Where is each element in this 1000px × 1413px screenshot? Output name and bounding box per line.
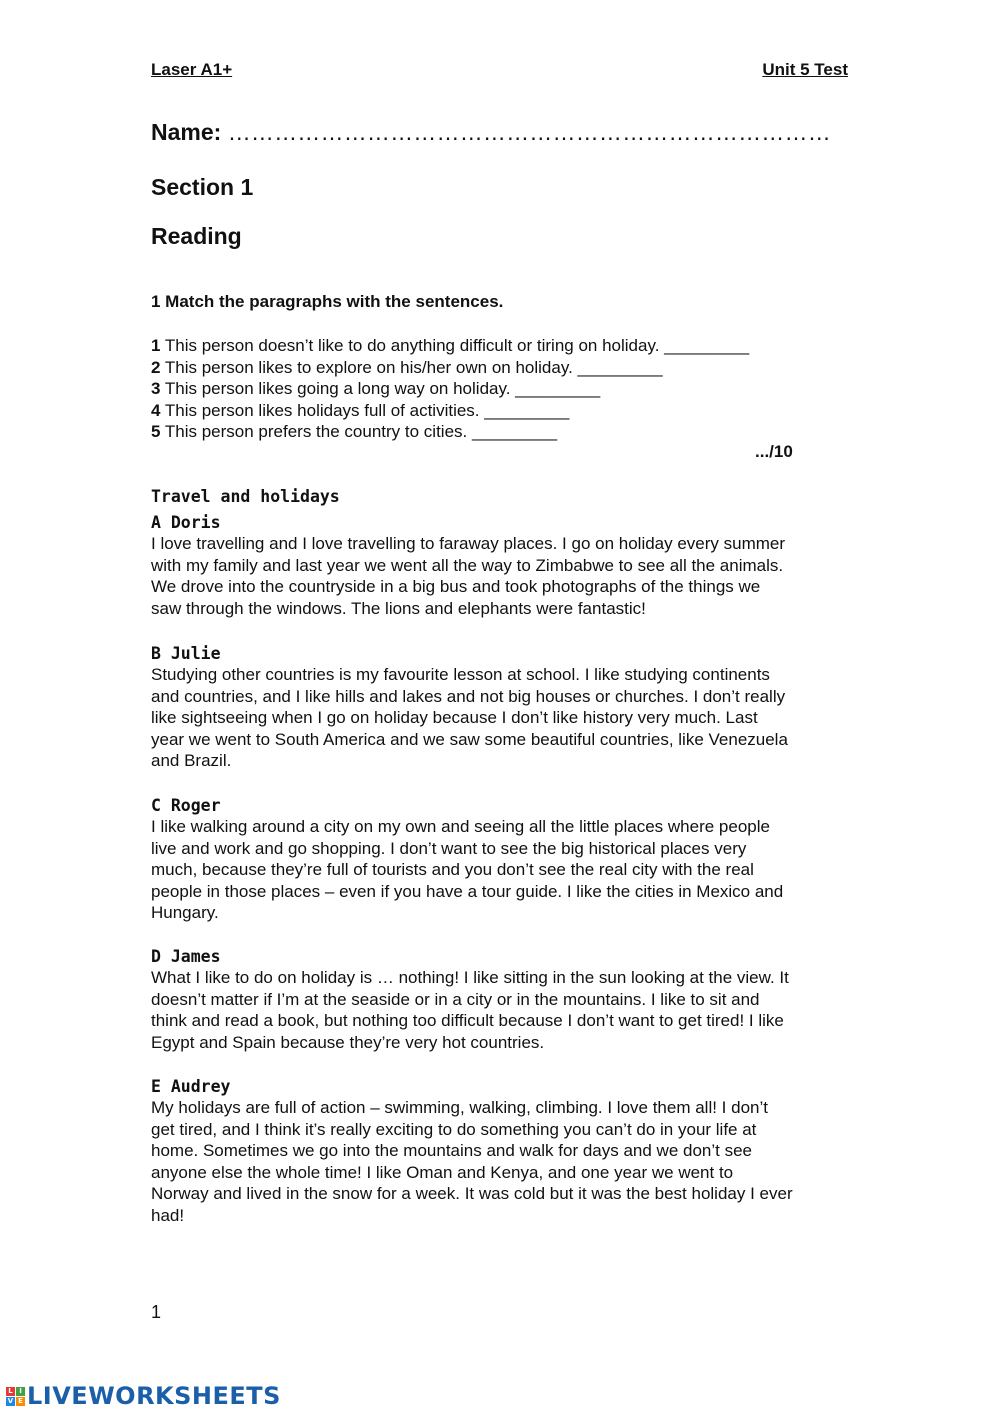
paragraph-c [151, 795, 856, 924]
sentence-item [151, 335, 749, 357]
sentence-list [151, 335, 749, 443]
paragraph-line: like sightseeing when I go on holiday because I don’t like history very much. Last [151, 708, 758, 727]
sentence-text[interactable]: This person likes holidays full of activities. _________ [160, 400, 570, 420]
test-title: Unit 5 Test [762, 60, 848, 79]
paragraph-a [151, 512, 856, 619]
sentence-number: 1 [151, 336, 161, 355]
paragraph-line: Hungary. [151, 903, 219, 922]
score-label: .../10 [755, 442, 793, 461]
name-line [151, 119, 831, 146]
liveworksheets-logo[interactable] [6, 1379, 281, 1413]
paragraph-body [151, 533, 856, 619]
paragraph-heading: B Julie [151, 644, 221, 663]
name-blank[interactable]: …………………………………………………………………… [227, 119, 831, 145]
paragraph-line: doesn’t matter if I’m at the seaside or in a city or in the mountains. I like to sit and [151, 989, 760, 1009]
name-label: Name: [151, 119, 222, 145]
exercise-instruction: 1 Match the paragraphs with the sentences. [151, 292, 504, 311]
section-title: Section 1 [151, 174, 254, 200]
paragraph-line: home. Sometimes we go into the mountains and walk for days and we don’t see [151, 1141, 753, 1160]
paragraph-line: Studying other countries is my favourite lesson at school. I like studying continents [151, 665, 770, 684]
paragraph-line: Egypt and Spain because they’re very hot countries. [151, 1032, 545, 1052]
paragraph-heading: D James [151, 947, 221, 966]
paragraph-heading: A Doris [151, 513, 221, 532]
paragraph-line: and countries, and I like hills and lakes and not big houses or churches. I don’t really [151, 686, 786, 706]
sentence-text[interactable]: This person likes to explore on his/her own on holiday. _________ [160, 357, 663, 377]
page-number: 1 [151, 1302, 162, 1322]
paragraph-heading: E Audrey [151, 1077, 231, 1096]
paragraph-body [151, 664, 856, 772]
sentence-number: 3 [151, 379, 161, 398]
sentence-text[interactable]: This person doesn’t like to do anything difficult or tiring on holiday. _________ [160, 336, 750, 355]
paragraph-line: much, because they’re full of tourists and you don’t see the real city with the real [151, 860, 754, 879]
sentence-item [151, 357, 749, 379]
paragraph-line: We drove into the countryside in a big bus and took photographs of the things we [151, 577, 761, 596]
paragraph-b [151, 643, 856, 772]
sentence-item [151, 378, 749, 400]
sentence-number: 2 [151, 357, 161, 377]
paragraph-d [151, 946, 856, 1053]
sentence-number: 4 [151, 400, 161, 420]
reading-title: Reading [151, 223, 242, 249]
paragraph-line: What I like to do on holiday is … nothing! I like sitting in the sun looking at the view. It [151, 968, 789, 987]
logo-mark-letter: I [16, 1387, 25, 1396]
paragraph-line: people in those places – even if you have a tour guide. I like the cities in Mexico and [151, 881, 784, 901]
paragraph-body [151, 816, 856, 924]
sentence-item [151, 421, 749, 443]
paragraph-e [151, 1076, 856, 1226]
sentence-item [151, 400, 749, 422]
logo-mark-letter: V [7, 1396, 14, 1405]
course-title: Laser A1+ [151, 60, 233, 79]
sentence-text[interactable]: This person likes going a long way on holiday. _________ [160, 379, 601, 398]
paragraph-line: and Brazil. [151, 751, 232, 770]
paragraph-heading: C Roger [151, 796, 221, 815]
paragraph-line: anyone else the whole time! I like Oman and Kenya, and one year we went to [151, 1162, 734, 1182]
paragraph-line: My holidays are full of action – swimming, walking, climbing. I love them all! I don’t [151, 1098, 768, 1117]
paragraph-line: saw through the windows. The lions and elephants were fantastic! [151, 598, 646, 618]
logo-text: LIVEWORKSHEETS [27, 1382, 281, 1410]
paragraph-line: year we went to South America and we saw some beautiful countries, like Venezuela [151, 729, 788, 749]
sentence-text[interactable]: This person prefers the country to cities. _________ [160, 422, 558, 441]
logo-mark-icon [6, 1387, 25, 1406]
sentence-number: 5 [151, 422, 161, 441]
paragraph-line: I love travelling and I love travelling to faraway places. I go on holiday every summer [151, 534, 786, 553]
paragraph-line: I like walking around a city on my own and seeing all the little places where people [151, 817, 770, 836]
paragraph-body [151, 1097, 856, 1226]
paragraph-line: had! [151, 1205, 185, 1225]
paragraph-line: Norway and lived in the snow for a week. It was cold but it was the best holiday I ever [151, 1184, 793, 1203]
logo-mark-letter: E [16, 1397, 25, 1406]
logo-mark-letter: L [6, 1387, 15, 1396]
paragraph-line: live and work and go shopping. I don’t want to see the big historical places very [151, 838, 747, 858]
paragraph-line: get tired, and I think it’s really exciting to do something you can’t do in your life at [151, 1119, 757, 1139]
paragraph-line: with my family and last year we went all the way to Zimbabwe to see all the animals. [151, 555, 784, 575]
paragraph-body [151, 967, 856, 1053]
paragraph-line: think and read a book, but nothing too difficult because I don’t want to get tired! I like [151, 1011, 784, 1030]
reading-text-title: Travel and holidays [151, 487, 340, 506]
